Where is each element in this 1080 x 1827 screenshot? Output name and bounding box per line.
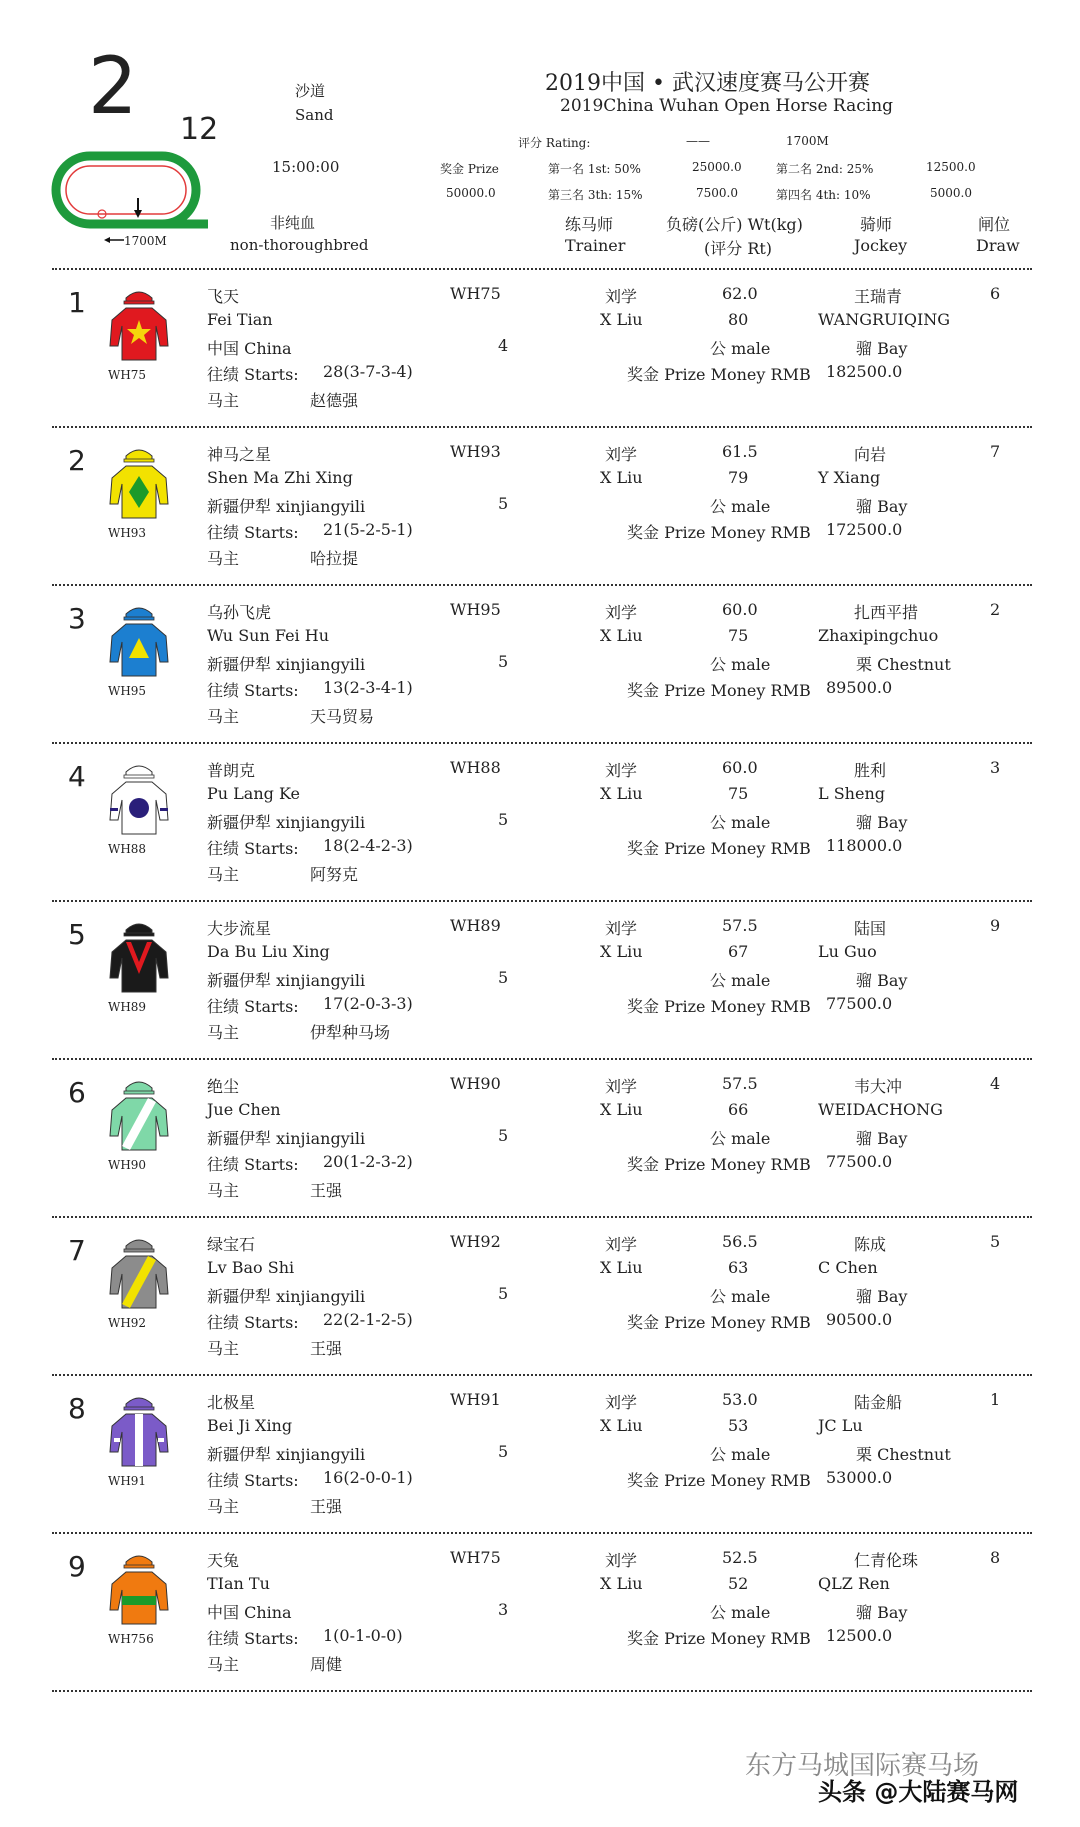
horse-age: 5: [498, 810, 509, 829]
trainer-en: X Liu: [600, 468, 643, 487]
owner-label: 马主: [207, 391, 240, 410]
horse-age: 3: [498, 1600, 509, 1619]
horse-code: WH93: [450, 442, 501, 461]
horse-colour: 骝 Bay: [856, 497, 908, 516]
jockey-en: QLZ Ren: [818, 1574, 890, 1593]
horse-code: WH75: [450, 1548, 501, 1567]
field-size: 12: [180, 112, 219, 147]
starts-record: 18(2-4-2-3): [323, 836, 413, 855]
race-title-en: 2019China Wuhan Open Horse Racing: [560, 96, 894, 116]
runner-number: 2: [68, 444, 86, 477]
horse-name-en: Shen Ma Zhi Xing: [207, 468, 353, 487]
prize-money-label: 奖金 Prize Money RMB: [627, 839, 811, 858]
rating-distance: 1700M: [786, 134, 829, 148]
prize-money-label: 奖金 Prize Money RMB: [627, 1155, 811, 1174]
carried-weight: 57.5: [722, 1074, 758, 1093]
horse-rating: 75: [728, 784, 749, 803]
starts-record: 21(5-2-5-1): [323, 520, 413, 539]
runner-row: [0, 1220, 1080, 1378]
trainer-en: X Liu: [600, 1100, 643, 1119]
fourth-prize-value: 5000.0: [930, 186, 972, 200]
horse-age: 5: [498, 1126, 509, 1145]
runner-row: [0, 430, 1080, 588]
horse-name-en: Lv Bao Shi: [207, 1258, 295, 1277]
horse-rating: 52: [728, 1574, 749, 1593]
jockey-cn: 韦大冲: [854, 1077, 903, 1096]
horse-age: 5: [498, 652, 509, 671]
horse-age: 4: [498, 336, 509, 355]
trainer-en: X Liu: [600, 1258, 643, 1277]
barrier-draw: 5: [990, 1232, 1001, 1251]
starts-label: 往绩 Starts:: [207, 681, 299, 700]
rating-label: 评分 Rating:: [518, 136, 591, 150]
race-time: 15:00:00: [272, 158, 340, 176]
owner-name: 王强: [310, 1339, 343, 1358]
runner-number: 8: [68, 1392, 86, 1425]
carried-weight: 57.5: [722, 916, 758, 935]
horse-rating: 75: [728, 626, 749, 645]
silk-code: WH92: [108, 1316, 147, 1330]
horse-name-cn: 乌孙飞虎: [207, 603, 272, 622]
owner-label: 马主: [207, 707, 240, 726]
horse-rating: 53: [728, 1416, 749, 1435]
horse-rating: 79: [728, 468, 749, 487]
starts-record: 13(2-3-4-1): [323, 678, 413, 697]
silk-code: WH756: [108, 1632, 154, 1646]
carried-weight: 60.0: [722, 600, 758, 619]
row-separator: [52, 1058, 1032, 1060]
silk-code: WH91: [108, 1474, 147, 1488]
jockey-en: Zhaxipingchuo: [818, 626, 939, 645]
barrier-draw: 4: [990, 1074, 1001, 1093]
row-separator: [52, 584, 1032, 586]
starts-record: 22(2-1-2-5): [323, 1310, 413, 1329]
trainer-cn: 刘学: [605, 445, 638, 464]
jockey-silks-icon: [104, 916, 174, 996]
starts-record: 17(2-0-3-3): [323, 994, 413, 1013]
jockey-cn: 扎西平措: [854, 603, 919, 622]
horse-sex: 公 male: [710, 971, 771, 990]
horse-sex: 公 male: [710, 813, 771, 832]
row-separator: [52, 1374, 1032, 1376]
horse-code: WH89: [450, 916, 501, 935]
trainer-en: X Liu: [600, 942, 643, 961]
jockey-cn: 向岩: [854, 445, 887, 464]
carried-weight: 62.0: [722, 284, 758, 303]
prize-money-value: 90500.0: [826, 1310, 893, 1329]
prize-money-value: 12500.0: [826, 1626, 893, 1645]
col-draw-en: Draw: [976, 236, 1020, 255]
owner-name: 天马贸易: [310, 707, 375, 726]
third-prize-value: 7500.0: [696, 186, 738, 200]
horse-rating: 66: [728, 1100, 749, 1119]
horse-name-en: Wu Sun Fei Hu: [207, 626, 329, 645]
silk-code: WH89: [108, 1000, 147, 1014]
horse-age: 5: [498, 1284, 509, 1303]
barrier-draw: 3: [990, 758, 1001, 777]
surface-en: Sand: [295, 106, 334, 124]
horse-sex: 公 male: [710, 1603, 771, 1622]
col-jockey-en: Jockey: [854, 236, 908, 255]
jockey-en: JC Lu: [818, 1416, 863, 1435]
trainer-cn: 刘学: [605, 1551, 638, 1570]
runner-row: [0, 272, 1080, 430]
runner-number: 4: [68, 760, 86, 793]
owner-label: 马主: [207, 1339, 240, 1358]
owner-label: 马主: [207, 1655, 240, 1674]
starts-record: 1(0-1-0-0): [323, 1626, 403, 1645]
prize-money-label: 奖金 Prize Money RMB: [627, 681, 811, 700]
jockey-cn: 陆金船: [854, 1393, 903, 1412]
runner-number: 9: [68, 1550, 86, 1583]
carried-weight: 61.5: [722, 442, 758, 461]
horse-age: 5: [498, 968, 509, 987]
trainer-cn: 刘学: [605, 1393, 638, 1412]
row-separator: [52, 426, 1032, 428]
owner-name: 伊犁种马场: [310, 1023, 391, 1042]
prize-money-label: 奖金 Prize Money RMB: [627, 365, 811, 384]
prize-total: 50000.0: [446, 186, 496, 200]
owner-label: 马主: [207, 1023, 240, 1042]
horse-name-en: Bei Ji Xing: [207, 1416, 293, 1435]
jockey-cn: 胜利: [854, 761, 887, 780]
col-weight-cn: 负磅(公斤) Wt(kg): [666, 215, 803, 234]
horse-name-cn: 大步流星: [207, 919, 272, 938]
horse-code: WH92: [450, 1232, 501, 1251]
rating-value: ——: [686, 134, 710, 148]
horse-sex: 公 male: [710, 655, 771, 674]
starts-label: 往绩 Starts:: [207, 365, 299, 384]
race-number: 2: [88, 42, 138, 132]
jockey-en: Lu Guo: [818, 942, 877, 961]
jockey-cn: 王瑞青: [854, 287, 903, 306]
jockey-silks-icon: [104, 442, 174, 522]
starts-record: 20(1-2-3-2): [323, 1152, 413, 1171]
horse-origin: 中国 China: [207, 1603, 292, 1622]
jockey-en: WEIDACHONG: [818, 1100, 943, 1119]
horse-name-cn: 天兔: [207, 1551, 240, 1570]
horse-origin: 新疆伊犁 xinjiangyili: [207, 655, 366, 674]
third-prize-label: 第三名 3th: 15%: [548, 188, 643, 202]
col-jockey-cn: 骑师: [860, 215, 893, 234]
trainer-en: X Liu: [600, 626, 643, 645]
carried-weight: 52.5: [722, 1548, 758, 1567]
horse-name-cn: 绿宝石: [207, 1235, 256, 1254]
col-trainer-cn: 练马师: [565, 215, 614, 234]
jockey-silks-icon: [104, 1232, 174, 1312]
jockey-silks-icon: [104, 1390, 174, 1470]
horse-name-cn: 普朗克: [207, 761, 256, 780]
horse-name-cn: 北极星: [207, 1393, 256, 1412]
class-en: non-thoroughbred: [230, 236, 369, 254]
track-distance: 1700M: [124, 234, 167, 248]
jockey-silks-icon: [104, 1074, 174, 1154]
silk-code: WH88: [108, 842, 147, 856]
silk-code: WH90: [108, 1158, 147, 1172]
horse-origin: 新疆伊犁 xinjiangyili: [207, 1287, 366, 1306]
runner-row: [0, 1378, 1080, 1536]
surface-cn: 沙道: [295, 82, 326, 100]
header-separator: [52, 268, 1032, 270]
horse-colour: 骝 Bay: [856, 1129, 908, 1148]
horse-code: WH88: [450, 758, 501, 777]
race-title-cn: 2019中国 • 武汉速度赛马公开赛: [545, 71, 870, 96]
trainer-cn: 刘学: [605, 287, 638, 306]
carried-weight: 53.0: [722, 1390, 758, 1409]
starts-record: 16(2-0-0-1): [323, 1468, 413, 1487]
starts-label: 往绩 Starts:: [207, 839, 299, 858]
horse-origin: 新疆伊犁 xinjiangyili: [207, 497, 366, 516]
first-prize-value: 25000.0: [692, 160, 742, 174]
horse-name-en: Fei Tian: [207, 310, 273, 329]
barrier-draw: 1: [990, 1390, 1001, 1409]
horse-colour: 栗 Chestnut: [856, 1445, 951, 1464]
prize-money-value: 182500.0: [826, 362, 903, 381]
horse-colour: 栗 Chestnut: [856, 655, 951, 674]
jockey-en: C Chen: [818, 1258, 878, 1277]
horse-origin: 新疆伊犁 xinjiangyili: [207, 1445, 366, 1464]
owner-label: 马主: [207, 1497, 240, 1516]
row-separator: [52, 1216, 1032, 1218]
row-separator: [52, 742, 1032, 744]
row-separator: [52, 900, 1032, 902]
watermark-venue: 东方马城国际赛马场: [745, 1751, 980, 1781]
runner-number: 3: [68, 602, 86, 635]
barrier-draw: 2: [990, 600, 1001, 619]
horse-code: WH90: [450, 1074, 501, 1093]
prize-money-label: 奖金 Prize Money RMB: [627, 1629, 811, 1648]
prize-money-value: 172500.0: [826, 520, 903, 539]
jockey-cn: 仁青伦珠: [854, 1551, 919, 1570]
col-draw-cn: 闸位: [978, 215, 1011, 234]
silk-code: WH95: [108, 684, 147, 698]
carried-weight: 56.5: [722, 1232, 758, 1251]
horse-code: WH95: [450, 600, 501, 619]
horse-name-cn: 绝尘: [207, 1077, 240, 1096]
prize-money-value: 53000.0: [826, 1468, 893, 1487]
jockey-en: L Sheng: [818, 784, 885, 803]
barrier-draw: 8: [990, 1548, 1001, 1567]
horse-sex: 公 male: [710, 339, 771, 358]
starts-label: 往绩 Starts:: [207, 1313, 299, 1332]
owner-name: 阿努克: [310, 865, 359, 884]
silk-code: WH93: [108, 526, 147, 540]
horse-name-en: Pu Lang Ke: [207, 784, 300, 803]
runner-number: 7: [68, 1234, 86, 1267]
horse-rating: 63: [728, 1258, 749, 1277]
horse-origin: 中国 China: [207, 339, 292, 358]
watermark-source: 头条 @大陆赛马网: [818, 1778, 1019, 1806]
prize-money-label: 奖金 Prize Money RMB: [627, 1471, 811, 1490]
horse-age: 5: [498, 1442, 509, 1461]
col-trainer-en: Trainer: [565, 236, 626, 255]
starts-label: 往绩 Starts:: [207, 523, 299, 542]
runner-row: [0, 1062, 1080, 1220]
track-inner-rail: [66, 166, 186, 214]
jockey-silks-icon: [104, 1548, 174, 1628]
prize-money-value: 77500.0: [826, 1152, 893, 1171]
owner-name: 赵德强: [310, 391, 359, 410]
horse-name-en: TIan Tu: [207, 1574, 270, 1593]
class-cn: 非纯血: [270, 214, 316, 232]
prize-label: 奖金 Prize: [440, 162, 499, 176]
runner-number: 6: [68, 1076, 86, 1109]
jockey-cn: 陈成: [854, 1235, 887, 1254]
owner-name: 王强: [310, 1181, 343, 1200]
fourth-prize-label: 第四名 4th: 10%: [776, 188, 871, 202]
horse-colour: 骝 Bay: [856, 971, 908, 990]
horse-code: WH91: [450, 1390, 501, 1409]
runner-row: [0, 1536, 1080, 1694]
trainer-cn: 刘学: [605, 1235, 638, 1254]
prize-money-label: 奖金 Prize Money RMB: [627, 997, 811, 1016]
track-map: [50, 148, 210, 248]
jockey-silks-icon: [104, 284, 174, 364]
horse-name-en: Jue Chen: [207, 1100, 281, 1119]
horse-colour: 骝 Bay: [856, 1603, 908, 1622]
runner-number: 1: [68, 286, 86, 319]
runner-number: 5: [68, 918, 86, 951]
runner-row: [0, 746, 1080, 904]
trainer-cn: 刘学: [605, 603, 638, 622]
second-prize-label: 第二名 2nd: 25%: [776, 162, 874, 176]
silk-code: WH75: [108, 368, 147, 382]
jockey-silks-icon: [104, 758, 174, 838]
barrier-draw: 9: [990, 916, 1001, 935]
prize-money-value: 89500.0: [826, 678, 893, 697]
jockey-silks-icon: [104, 600, 174, 680]
prize-money-label: 奖金 Prize Money RMB: [627, 523, 811, 542]
owner-label: 马主: [207, 549, 240, 568]
trainer-en: X Liu: [600, 310, 643, 329]
trainer-cn: 刘学: [605, 1077, 638, 1096]
prize-money-value: 118000.0: [826, 836, 903, 855]
horse-sex: 公 male: [710, 1445, 771, 1464]
trainer-cn: 刘学: [605, 919, 638, 938]
horse-sex: 公 male: [710, 497, 771, 516]
horse-name-cn: 飞天: [207, 287, 240, 306]
starts-label: 往绩 Starts:: [207, 997, 299, 1016]
horse-colour: 骝 Bay: [856, 339, 908, 358]
horse-origin: 新疆伊犁 xinjiangyili: [207, 1129, 366, 1148]
horse-name-cn: 神马之星: [207, 445, 272, 464]
owner-label: 马主: [207, 1181, 240, 1200]
owner-label: 马主: [207, 865, 240, 884]
starts-label: 往绩 Starts:: [207, 1155, 299, 1174]
carried-weight: 60.0: [722, 758, 758, 777]
row-separator: [52, 1690, 1032, 1692]
jockey-en: WANGRUIQING: [818, 310, 951, 329]
col-weight-en: (评分 Rt): [704, 239, 773, 258]
horse-sex: 公 male: [710, 1129, 771, 1148]
horse-origin: 新疆伊犁 xinjiangyili: [207, 813, 366, 832]
jockey-en: Y Xiang: [818, 468, 881, 487]
horse-rating: 80: [728, 310, 749, 329]
row-separator: [52, 1532, 1032, 1534]
horse-sex: 公 male: [710, 1287, 771, 1306]
jockey-cn: 陆国: [854, 919, 887, 938]
horse-rating: 67: [728, 942, 749, 961]
starts-label: 往绩 Starts:: [207, 1629, 299, 1648]
trainer-en: X Liu: [600, 1574, 643, 1593]
prize-money-label: 奖金 Prize Money RMB: [627, 1313, 811, 1332]
horse-name-en: Da Bu Liu Xing: [207, 942, 330, 961]
second-prize-value: 12500.0: [926, 160, 976, 174]
horse-colour: 骝 Bay: [856, 813, 908, 832]
starts-label: 往绩 Starts:: [207, 1471, 299, 1490]
owner-name: 周健: [310, 1655, 343, 1674]
first-prize-label: 第一名 1st: 50%: [548, 162, 641, 176]
horse-colour: 骝 Bay: [856, 1287, 908, 1306]
runner-row: [0, 588, 1080, 746]
barrier-draw: 7: [990, 442, 1001, 461]
barrier-draw: 6: [990, 284, 1001, 303]
horse-age: 5: [498, 494, 509, 513]
owner-name: 王强: [310, 1497, 343, 1516]
starts-record: 28(3-7-3-4): [323, 362, 413, 381]
horse-code: WH75: [450, 284, 501, 303]
trainer-en: X Liu: [600, 784, 643, 803]
horse-origin: 新疆伊犁 xinjiangyili: [207, 971, 366, 990]
trainer-cn: 刘学: [605, 761, 638, 780]
runner-row: [0, 904, 1080, 1062]
prize-money-value: 77500.0: [826, 994, 893, 1013]
trainer-en: X Liu: [600, 1416, 643, 1435]
owner-name: 哈拉提: [310, 549, 359, 568]
